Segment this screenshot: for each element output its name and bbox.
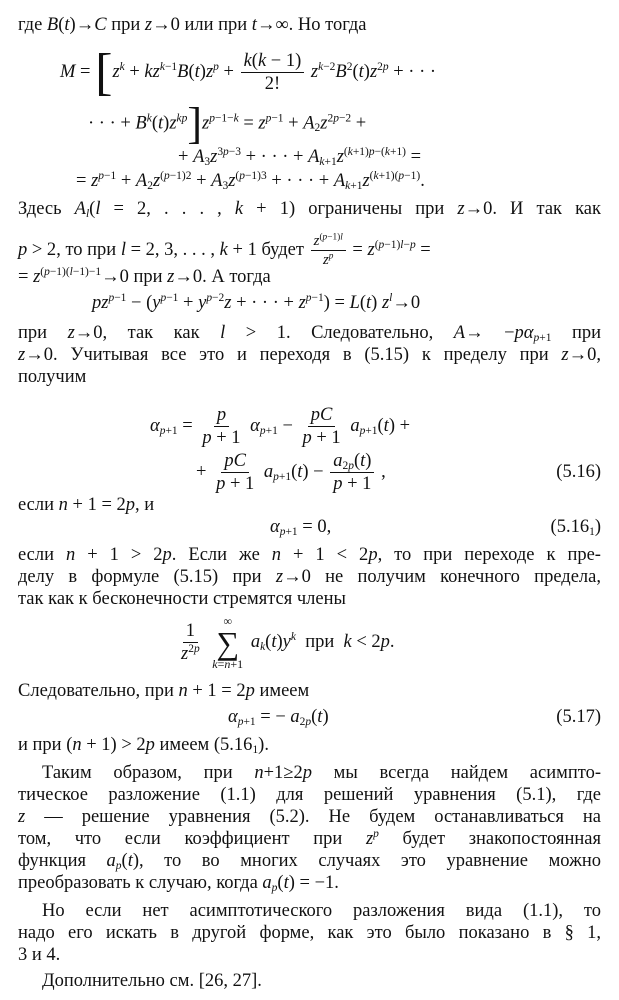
paragraph-1-line-4: том, что если коэффициент при $z^p$ будет знакопостоянная [18,828,601,849]
text-line-1: где B(t)→C при z→0 или при t→∞. Но тогда [18,15,367,35]
equation-number-5-17: (5.17) [556,707,601,727]
text-line-tak-kak-k: так как к бесконечности стремятся члены [18,589,346,609]
equation-5-17: $\alpha_{p+1}$ = − $a_{2p}(t)$ [228,707,329,728]
paragraph-2-line-3: 3 и 4. [18,945,61,965]
paragraph-2-line-1: Но если нет асимптотического разложения вида (1.1), то [42,901,601,921]
text-line-delu: делу в формуле (5.15) при z→0 не получим конечного предела, [18,567,601,587]
text-line-zdes: Здесь $A_l(l = 2$, . . . , k + 1) ограничены при z→0. И так как [18,199,602,220]
paragraph-1-line-1: Таким образом, при n+1≥2p мы всегда найдем асимпто- [42,763,601,783]
equation-5-16-1: $\alpha_{p+1} = 0$, [270,517,332,538]
text-line-esli-1: если n + 1 = 2p, и [18,495,155,515]
paragraph-1-line-2: тическое разложение (1.1) для решений уравнения (5.1), где [18,785,601,805]
equation-m-line-2: · · · + $B^k(t)z^{kp}]z^{p-1-k} = z^{p-1} + A_2z^{2p-2}$ + [88,99,367,148]
text-line-poluchim: получим [18,367,87,387]
text-line-limit-zero: = $z^{(p-1)(l-1)-1}\to 0$ при z→0. А тогда [18,266,271,287]
equation-5-16-line-2: + $\frac{pC}{p + 1}$ $a_{p+1}(t)$ − $\frac{a_{2p}(t)}{p + 1}$ , [196,451,386,495]
paragraph-3: Дополнительно см. [26, 27]. [42,971,262,991]
text-line-uchit: z→0. Учитывая все это и переходя в (5.15) к пределу при z→0, [18,345,601,365]
text-line-sled-2: Следовательно, при n + 1 = 2p имеем [18,681,310,701]
equation-m-line-3: + $A_3z^{3p-3}$ + · · · + $A_{k+1}z^{(k+1)p-(k+1)}$ = [178,146,422,168]
paragraph-1-line-6: преобразовать к случаю, когда $a_p(t) = -1$. [18,873,339,894]
text-line-p-greater-2: p > 2, то при l = 2, 3, . . . , k + 1 будет $\frac{z^{(p-1)l}}{z^p}$ = $z^{(p-1)l-p}$ = [18,232,431,269]
equation-number-5-16: (5.16) [556,462,601,482]
equation-5-16-line-1: $\alpha_{p+1}$ = $\frac{p}{p + 1}$ $\alpha_{p+1}$ − $\frac{pC}{p + 1}$ $a_{p+1}(t)$ + [150,405,411,449]
equation-l-t: $pz^{p-1} - (y^{p-1} + y^{p-2}z$ + · · · + $z^{p-1}) = L(t)$ $z^l\to 0$ [92,292,421,313]
text-line-sled: при z→0, так как l > 1. Следовательно, $A\to -p\alpha_{p+1}$ при [18,323,602,344]
equation-number-5-16-1: $(5.16_1)$ [550,517,601,538]
paragraph-1-line-3: z — решение уравнения (5.2). Не будем останавливаться на [18,807,601,827]
equation-m-line-4: = $z^{p-1} + A_2z^{(p-1)2} + A_3z^{(p-1)3}$ + · · · + $A_{k+1}z^{(k+1)(p-1)}$. [76,170,425,192]
paragraph-2-line-2: надо его искать в другой форме, как это было показано в § 1, [18,923,601,943]
paragraph-1-line-5: функция $a_p(t)$, то во многих случаях это уравнение можно [18,851,601,872]
equation-m-line-1: $M = [z^k + kz^{k-1}B(t)z^p$ + $\frac{k(k - 1)}{2!}$ $z^{k-2}B^2(t)z^{2p}$ + · · · [60,43,437,101]
text-line-i-pri: и при (n + 1) > 2p имеем $(5.16_1)$. [18,735,269,756]
text-line-esli-2: если n + 1 > 2p. Если же n + 1 < 2p, то при переходе к пре- [18,545,601,565]
equation-sum: $\frac{1}{z^{2p}}$ ∞ ∑ k=n+1 $a_k(t)y^k$ при k < 2p. [181,613,395,671]
